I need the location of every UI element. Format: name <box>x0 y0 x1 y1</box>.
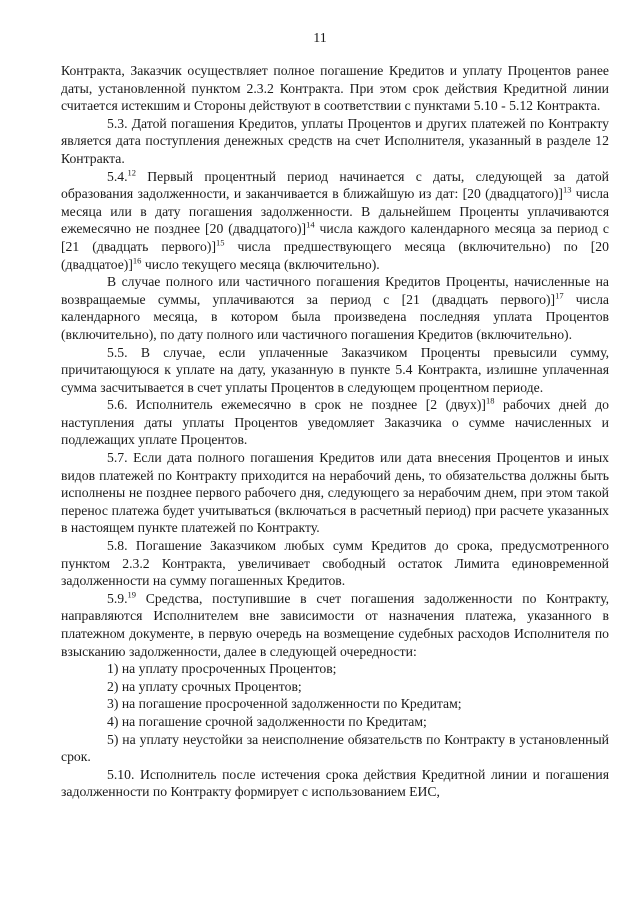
paragraph-text: 5.7. Если дата полного погашения Кредитов или дата внесения Процентов и иных видов платежей по Контракту приходится на нерабочий день, то обязательства должны быть исполнены не позднее первого рабочего дня, следующего за нерабочим днем, при этом такой перенос платежа будет учитываться (включаться в расчетный период) при расчете указанных в настоящем пункте платежей по Контракту. <box>61 450 609 536</box>
paragraph-text: 1) на уплату просроченных Процентов; <box>107 661 337 677</box>
paragraph-text: числа месяца или в дату погашения задолженности. В дальнейшем Проценты уплачиваются ежемесячно не позднее [20 (двадцатого)] <box>61 186 609 237</box>
paragraph-text: 4) на погашение срочной задолженности по Кредитам; <box>107 713 427 729</box>
paragraph-text: 5.3. Датой погашения Кредитов, уплаты Процентов и других платежей по Контракту является дата поступления денежных средств на счет Исполнителя, указанный в разделе 12 Контракта. <box>61 115 609 166</box>
paragraph-text: 5.8. Погашение Заказчиком любых сумм Кредитов до срока, предусмотренного пунктом 2.3.2 Контракта, увеличивает свободный остаток Лимита единовременной задолженности на сумму погашенных Кредитов. <box>61 538 609 589</box>
paragraph-p-5-9-1 <box>61 660 609 678</box>
paragraph-text: Контракта, Заказчик осуществляет полное погашение Кредитов и уплату Процентов ранее даты, установленной пунктом 2.3.2 Контракта. При этом срок действия Кредитной линии считается истекшим и Стороны действуют в соответствии с пунктами 5.10 - 5.12 Контракта. <box>61 63 609 114</box>
paragraph-text: числа календарного месяца, в котором была произведена последняя уплата Процентов (включительно), по дату полного или частичного погашения Кредитов (включительно). <box>61 291 609 342</box>
paragraph-p-5-7 <box>61 449 609 537</box>
paragraph-text: Первый процентный период начинается с даты, следующей за датой образования задолженности, и заканчивается в ближайшую из дат: [20 (двадцатого)] <box>61 168 609 202</box>
paragraph-text: 5.4. <box>107 168 128 184</box>
paragraph-p-5-4 <box>61 168 609 274</box>
paragraph-text: 2) на уплату срочных Процентов; <box>107 678 302 694</box>
footnote-reference: 15 <box>216 237 225 248</box>
footnote-reference: 12 <box>127 167 137 177</box>
paragraph-text: числа каждого календарного месяца за период с [21 (двадцать первого)] <box>61 221 609 254</box>
paragraph-text: 5) на уплату неустойки за неисполнение обязательств по Контракту в установленный срок. <box>61 731 609 765</box>
footnote-reference: 16 <box>132 254 142 265</box>
document-body <box>61 62 609 801</box>
paragraph-text: 5.6. Исполнитель ежемесячно в срок не позднее [2 (двух)] <box>107 397 486 413</box>
paragraph-p-5-2-cont <box>61 62 609 115</box>
footnote-reference: 19 <box>127 589 137 600</box>
footnote-reference: 13 <box>562 184 572 195</box>
paragraph-p-5-9-2 <box>61 678 609 696</box>
paragraph-text: 5.9. <box>107 590 128 606</box>
paragraph-p-5-10 <box>61 766 609 801</box>
paragraph-text: числа предшествующего месяца (включительно) по [20 (двадцатое)] <box>61 238 609 272</box>
paragraph-p-5-3 <box>61 115 609 168</box>
footnote-reference: 18 <box>486 395 495 406</box>
footnote-reference: 14 <box>306 219 315 230</box>
paragraph-p-5-9-4 <box>61 713 609 731</box>
paragraph-p-5-5 <box>61 344 609 397</box>
paragraph-p-5-9-3 <box>61 695 609 713</box>
paragraph-text: 3) на погашение просроченной задолженности по Кредитам; <box>107 696 462 712</box>
paragraph-text: 5.10. Исполнитель после истечения срока действия Кредитной линии и погашения задолженности по Контракту формирует с использованием ЕИС, <box>61 766 609 800</box>
paragraph-p-5-4-b <box>61 273 609 343</box>
paragraph-text: В случае полного или частичного погашения Кредитов Проценты, начисленные на возвращаемые суммы, уплачиваются за период с [21 (двадцать первого)] <box>61 274 609 307</box>
paragraph-p-5-9-5 <box>61 731 609 766</box>
page-number: 11 <box>313 31 327 46</box>
paragraph-text: Средства, поступившие в счет погашения задолженности по Контракту, направляются Исполнителем вне зависимости от назначения платежа, указанного в платежном документе, в первую очередь на возмещение судебных расходов Исполнителя по взысканию задолженности, далее в следующей очередности: <box>61 590 609 659</box>
paragraph-p-5-8 <box>61 537 609 590</box>
paragraph-p-5-6 <box>61 396 609 449</box>
footnote-reference: 17 <box>555 290 564 301</box>
paragraph-text: число текущего месяца (включительно). <box>141 256 380 272</box>
paragraph-text: рабочих дней до наступления даты уплаты Процентов уведомляет Заказчика о сумме начисленных и подлежащих уплате Процентов. <box>61 397 609 448</box>
paragraph-p-5-9 <box>61 590 609 660</box>
paragraph-text: 5.5. В случае, если уплаченные Заказчиком Проценты превысили сумму, причитающуюся к уплате на дату, указанную в пункте 5.4 Контракта, излишне уплаченная сумма засчитывается в счет уплаты Процентов в следующем процентном периоде. <box>61 344 609 395</box>
